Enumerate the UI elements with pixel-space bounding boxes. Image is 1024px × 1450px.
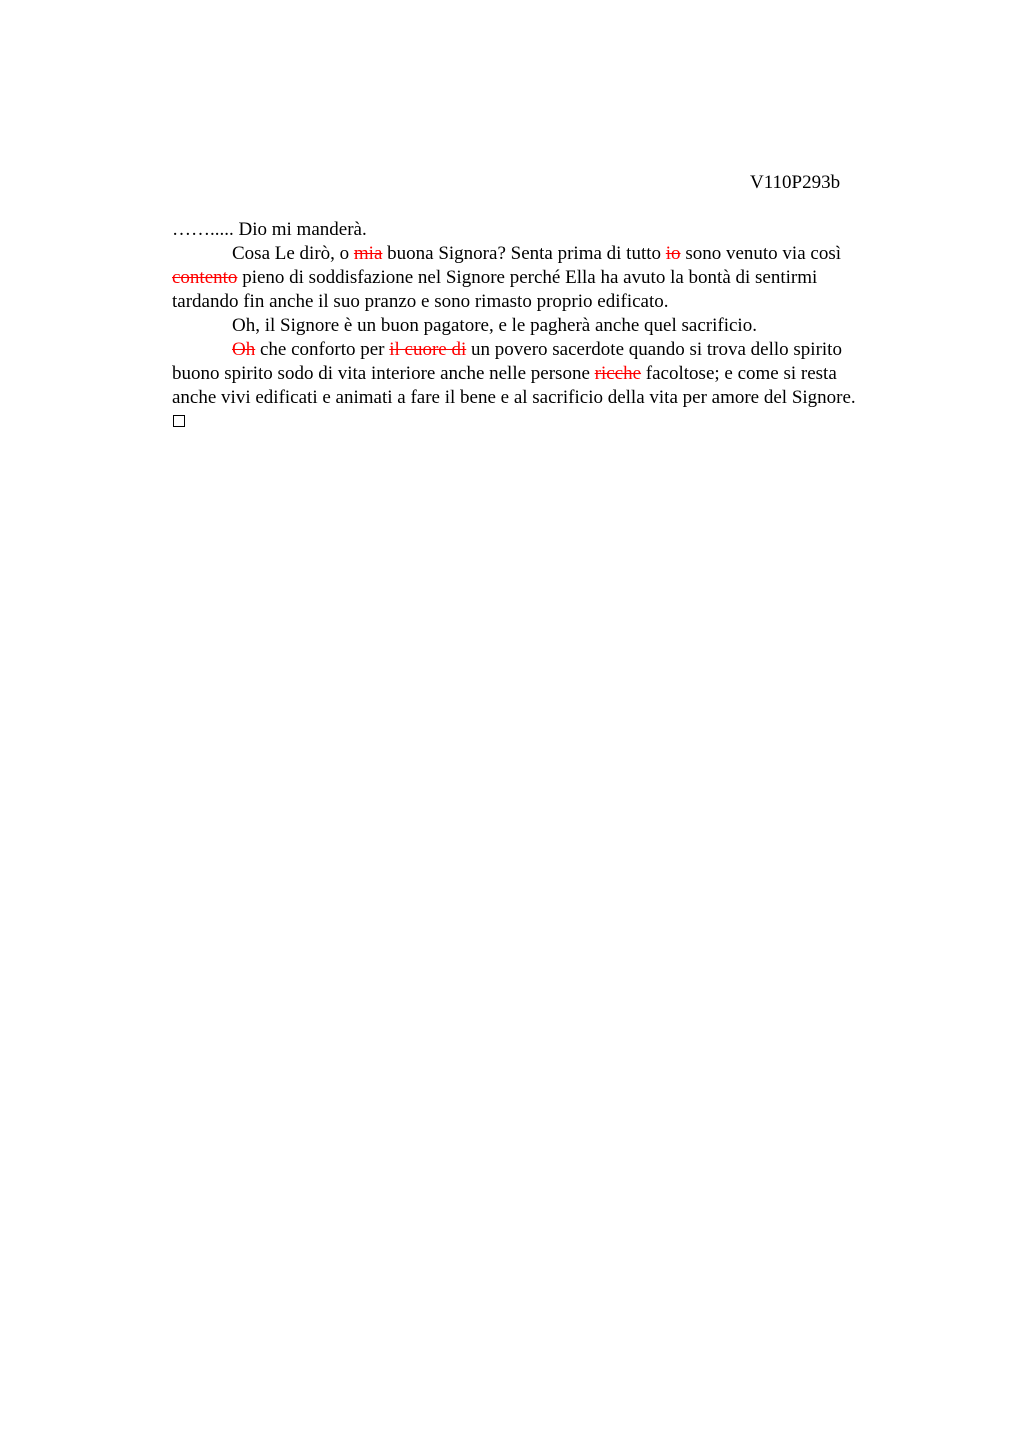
deleted-text: contento: [172, 267, 238, 288]
text-line: [172, 362, 932, 386]
text-segment: pieno di soddisfazione nel Signore perché Ella ha avuto la bontà di sentirmi: [237, 267, 818, 288]
text-segment: ……..... Dio mi manderà.: [172, 219, 367, 240]
text-segment: un povero sacerdote quando si trova dello spirito: [466, 339, 842, 360]
text-line: [172, 386, 932, 410]
text-segment: tardando fin anche il suo pranzo e sono rimasto proprio edificato.: [172, 291, 669, 312]
text-segment: Oh, il Signore è un buon pagatore, e le pagherà anche quel sacrificio.: [232, 315, 757, 336]
text-segment: facoltose; e come si resta: [641, 363, 837, 384]
text-segment: buona Signora? Senta prima di tutto: [382, 243, 666, 264]
text-line: [172, 338, 932, 362]
text-segment: Cosa Le dirò, o: [232, 243, 354, 264]
document-id: V110P293b: [750, 172, 841, 193]
text-segment: sono venuto via così: [680, 243, 841, 264]
deleted-text: ricche: [594, 363, 642, 384]
text-segment: buono spirito sodo di vita interiore anche nelle persone: [172, 363, 595, 384]
text-segment: che conforto per: [255, 339, 390, 360]
text-line: [172, 290, 932, 314]
deleted-text: il cuore di: [389, 339, 467, 360]
text-segment: anche vivi edificati e animati a fare il bene e al sacrificio della vita per amore del Signore.: [172, 387, 856, 408]
text-line: [172, 242, 932, 266]
deleted-text: mia: [353, 243, 383, 264]
text-line: [172, 266, 932, 290]
text-line: [172, 218, 932, 242]
empty-square-icon: [173, 415, 185, 427]
document-body: [172, 218, 932, 427]
text-line: [172, 314, 932, 338]
deleted-text: io: [665, 243, 681, 264]
deleted-text: Oh: [232, 339, 256, 360]
